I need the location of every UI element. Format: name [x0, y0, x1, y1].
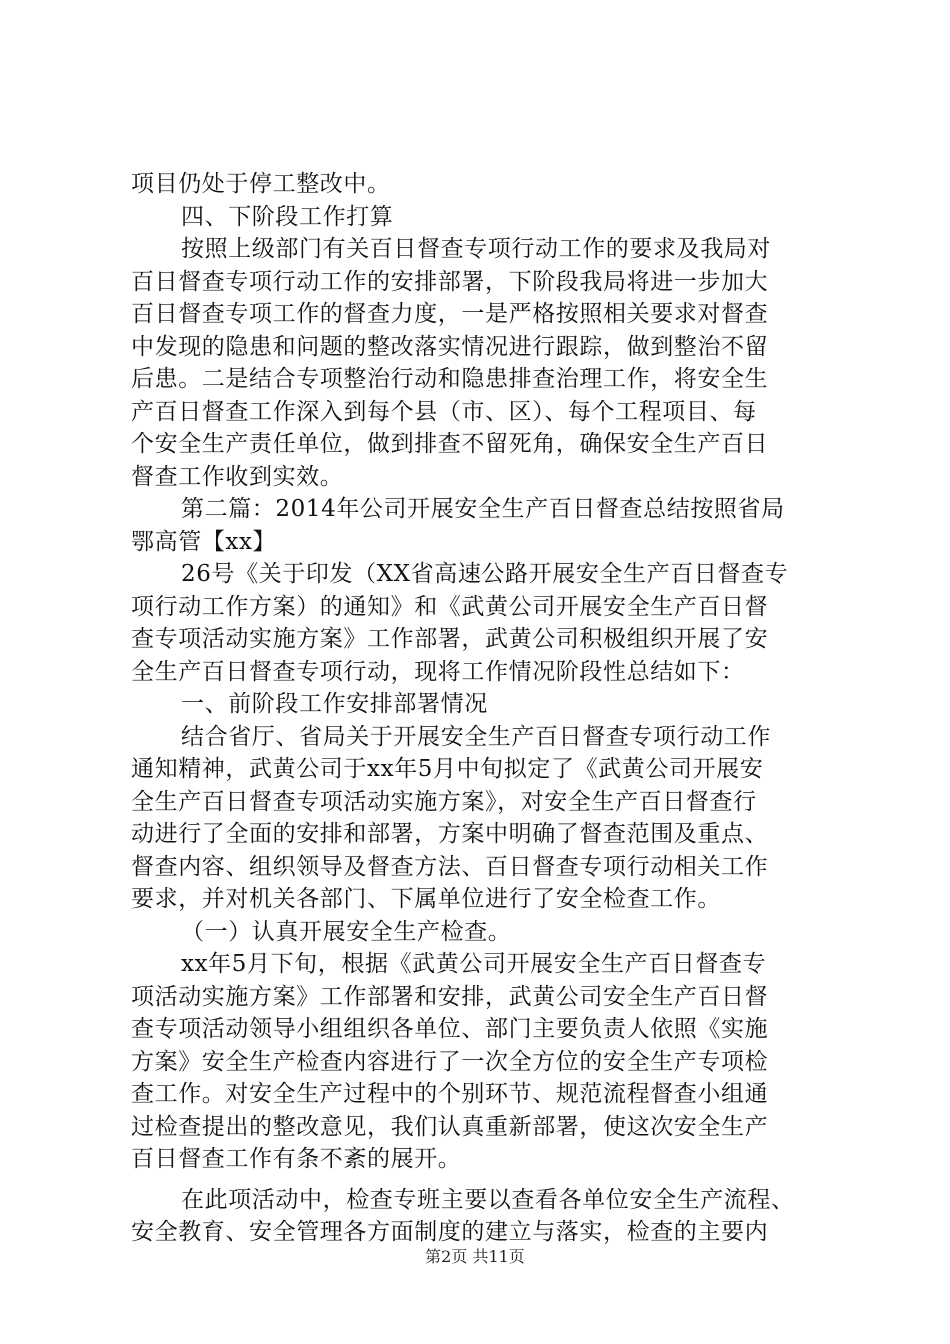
- text-line: 百日督查专项行动工作的安排部署，下阶段我局将进一步加大: [131, 268, 769, 295]
- text-line: 安全教育、安全管理各方面制度的建立与落实，检查的主要内: [131, 1219, 769, 1245]
- text-line: 26号《关于印发（XX省高速公路开展安全生产百日督查专: [181, 561, 789, 587]
- text-line: 结合省厅、省局关于开展安全生产百日督查专项行动工作: [181, 723, 771, 750]
- text-line: 全生产百日督查专项行动，现将工作情况阶段性总结如下：: [131, 658, 745, 685]
- text-line: 后患。二是结合专项整治行动和隐患排查治理工作，将安全生: [131, 366, 769, 392]
- text-line: 个安全生产责任单位，做到排查不留死角，确保安全生产百日: [131, 431, 769, 457]
- text-line: 全生产百日督查专项活动实施方案》，对安全生产百日督查行: [131, 788, 757, 815]
- chapter-title: 第二篇：2014年公司开展安全生产百日督查总结按照省局: [181, 496, 785, 522]
- section-heading: 一、前阶段工作安排部署情况: [181, 691, 488, 717]
- text-line: xx年5月下旬，根据《武黄公司开展安全生产百日督查专: [181, 951, 767, 977]
- text-line: 项行动工作方案）的通知》和《武黄公司开展安全生产百日督: [131, 593, 769, 620]
- page-footer: 第2页 共11页: [425, 1247, 525, 1266]
- text-line: 要求，并对机关各部门、下属单位进行了安全检查工作。: [131, 886, 721, 912]
- text-line: 动进行了全面的安排和部署，方案中明确了督查范围及重点、: [131, 821, 769, 847]
- text-line: 按照上级部门有关百日督查专项行动工作的要求及我局对: [181, 236, 771, 262]
- text-line: 通知精神，武黄公司于xx年5月中旬拟定了《武黄公司开展安: [131, 756, 764, 782]
- text-line: 查工作。对安全生产过程中的个别环节、规范流程督查小组通: [131, 1081, 769, 1107]
- chapter-title-continued: 鄂高管【xx】: [131, 528, 277, 555]
- subsection-heading: （一）认真开展安全生产检查。: [181, 918, 512, 945]
- text-line: 项活动实施方案》工作部署和安排，武黄公司安全生产百日督: [131, 983, 769, 1010]
- text-line: 在此项活动中，检查专班主要以查看各单位安全生产流程、: [181, 1186, 795, 1213]
- text-line: 百日督查工作有条不紊的展开。: [131, 1146, 462, 1172]
- text-line: 过检查提出的整改意见，我们认真重新部署，使这次安全生产: [131, 1113, 769, 1140]
- text-line: 查专项活动实施方案》工作部署，武黄公司积极组织开展了安: [131, 626, 769, 652]
- text-line: 督查工作收到实效。: [131, 463, 344, 490]
- text-line: 查专项活动领导小组组织各单位、部门主要负责人依照《实施: [131, 1016, 769, 1042]
- text-line: 方案》安全生产检查内容进行了一次全方位的安全生产专项检: [131, 1048, 769, 1075]
- text-line: 项目仍处于停工整改中。: [131, 171, 391, 197]
- text-line: 中发现的隐患和问题的整改落实情况进行跟踪，做到整治不留: [131, 333, 769, 360]
- document-body: [131, 168, 831, 1249]
- section-heading: 四、下阶段工作打算: [181, 203, 394, 230]
- text-line: 百日督查专项工作的督查力度，一是严格按照相关要求对督查: [131, 301, 769, 327]
- text-line: 产百日督查工作深入到每个县（市、区）、每个工程项目、每: [131, 398, 757, 425]
- text-line: 督查内容、组织领导及督查方法、百日督查专项行动相关工作: [131, 853, 769, 880]
